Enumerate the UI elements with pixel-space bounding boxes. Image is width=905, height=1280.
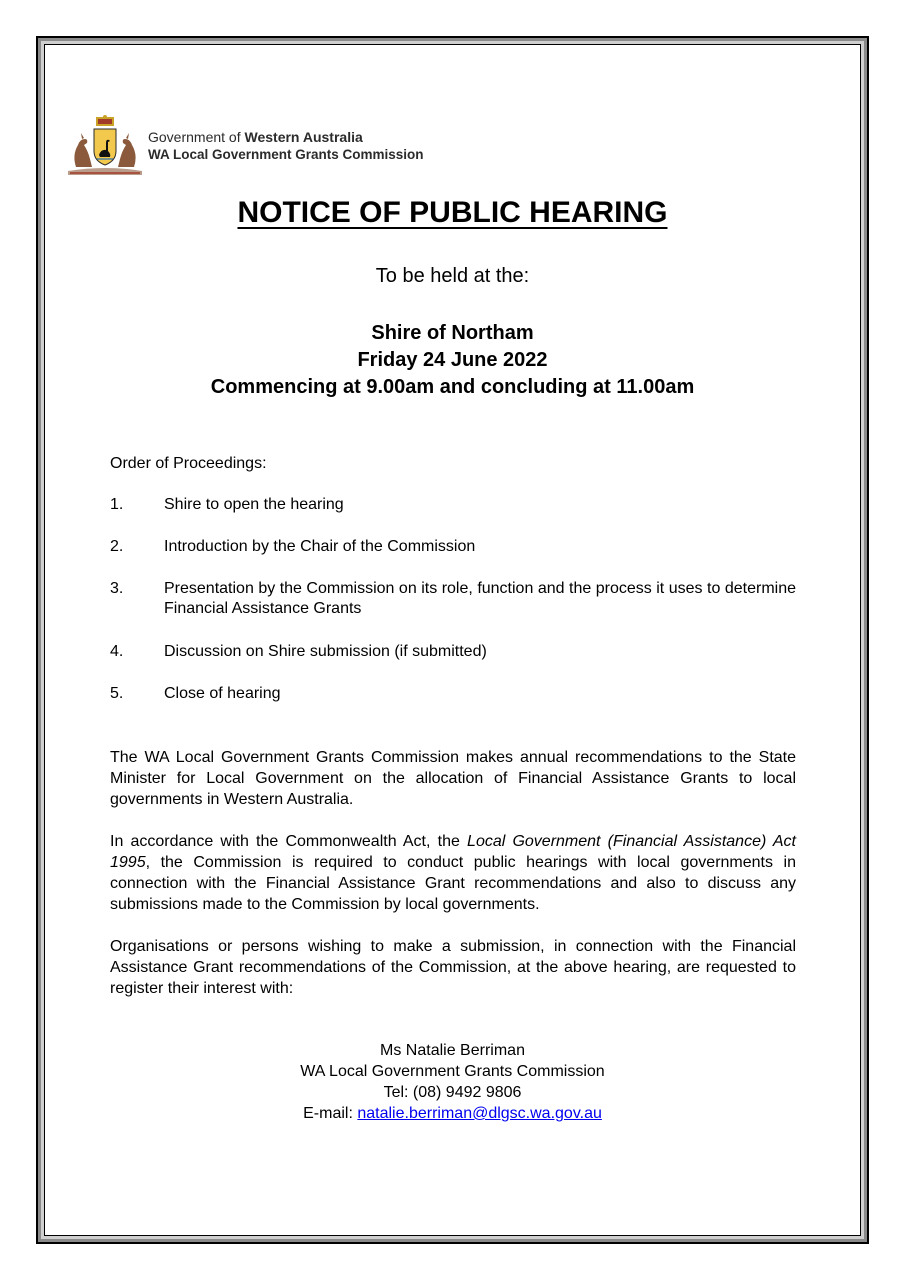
contact-organisation: WA Local Government Grants Commission bbox=[300, 1063, 605, 1080]
list-item bbox=[110, 537, 796, 557]
contact-block bbox=[0, 1040, 905, 1124]
wa-coat-of-arms-icon bbox=[66, 115, 144, 177]
list-item-text: Discussion on Shire submission (if submitted) bbox=[164, 643, 487, 660]
contact-email-link[interactable]: natalie.berriman@dlgsc.wa.gov.au bbox=[357, 1105, 602, 1122]
paragraph-legislation-intro: In accordance with the Commonwealth Act, the bbox=[110, 833, 468, 850]
government-name bbox=[148, 129, 424, 146]
paragraph-commission-role: The WA Local Government Grants Commission makes annual recommendations to the State Minister for Local Government on the allocation of Financial Assistance Grants to local governments in Western Australia. bbox=[110, 749, 796, 808]
page-title: NOTICE OF PUBLIC HEARING bbox=[237, 196, 668, 229]
list-item-number: 1. bbox=[110, 496, 124, 513]
act-name: Local Government (Financial Assistance) Act 1995 bbox=[110, 833, 797, 871]
contact-email-line bbox=[0, 1103, 905, 1124]
contact-email-label: E-mail: bbox=[303, 1105, 358, 1122]
paragraph-legislation bbox=[110, 831, 796, 915]
list-item bbox=[110, 579, 796, 619]
order-heading: Order of Proceedings: bbox=[110, 455, 267, 472]
event-venue: Shire of Northam bbox=[371, 322, 534, 344]
event-date: Friday 24 June 2022 bbox=[357, 349, 548, 371]
list-item-number: 4. bbox=[110, 643, 124, 660]
list-item-number: 2. bbox=[110, 538, 124, 555]
event-details bbox=[0, 320, 905, 401]
list-item-text: Close of hearing bbox=[164, 685, 281, 702]
government-prefix: Government of bbox=[148, 129, 245, 145]
government-state: Western Australia bbox=[244, 129, 363, 145]
list-item-number: 3. bbox=[110, 580, 124, 597]
event-time: Commencing at 9.00am and concluding at 11.00am bbox=[210, 376, 695, 398]
list-item-text: Shire to open the hearing bbox=[164, 496, 344, 513]
list-item bbox=[110, 684, 796, 704]
held-at-text: To be held at the: bbox=[375, 265, 530, 287]
paragraph-legislation-body: , the Commission is required to conduct public hearings with local governments in connection with the Financial Assistance Grant recommendations and also to discuss any submissions made to the Commission by local governments. bbox=[110, 854, 796, 913]
contact-name: Ms Natalie Berriman bbox=[380, 1042, 525, 1059]
list-item bbox=[110, 642, 796, 662]
contact-phone: Tel: (08) 9492 9806 bbox=[383, 1084, 522, 1101]
list-item-text: Presentation by the Commission on its role, function and the process it uses to determine Financial Assistance Grants bbox=[164, 580, 796, 617]
government-wordmark bbox=[148, 129, 424, 163]
paragraph-submissions: Organisations or persons wishing to make a submission, in connection with the Financial Assistance Grant recommendations of the Commission, at the above hearing, are requested to register their interest with: bbox=[110, 938, 796, 997]
list-item-number: 5. bbox=[110, 685, 124, 702]
commission-name: WA Local Government Grants Commission bbox=[148, 147, 424, 162]
list-item-text: Introduction by the Chair of the Commission bbox=[164, 538, 476, 555]
list-item bbox=[110, 495, 796, 515]
